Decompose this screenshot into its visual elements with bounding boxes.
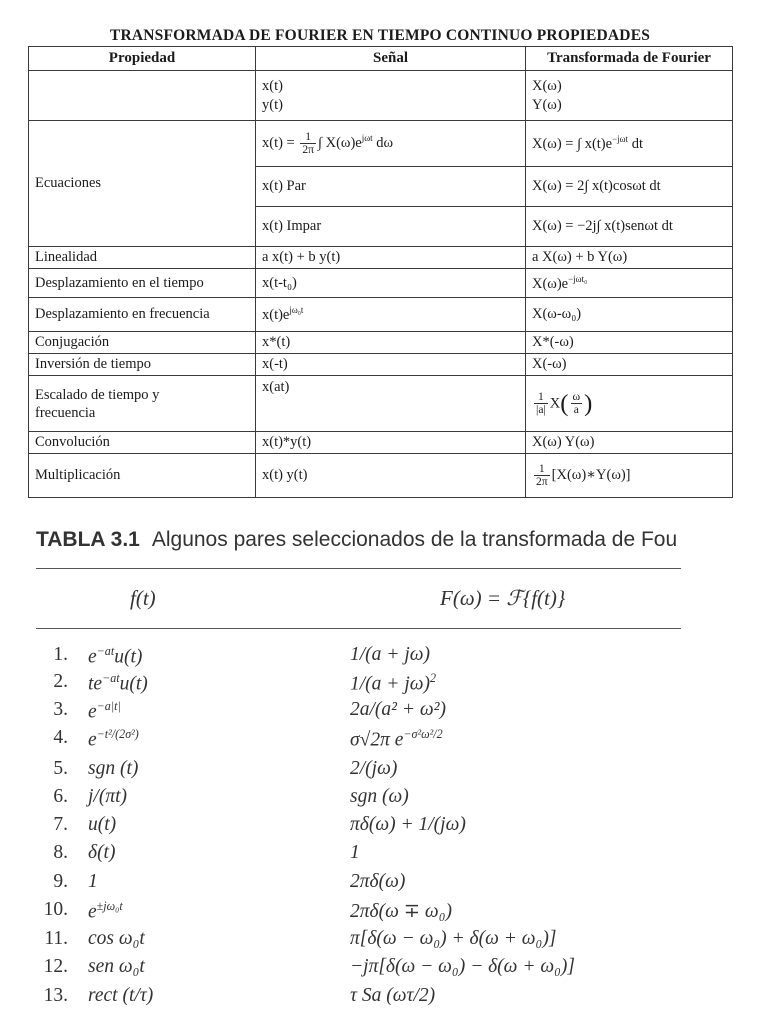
pair-ft-tail: u(t) (119, 673, 148, 695)
row-escalado (29, 376, 733, 432)
pair-number: 1. (53, 644, 68, 665)
pair-row (0, 842, 768, 870)
row-conjugacion (29, 332, 733, 354)
scale-x: X (549, 394, 561, 411)
inverse-frac-num: 1 (300, 131, 316, 144)
property-linealidad: Linealidad (29, 247, 256, 269)
pair-row (0, 699, 768, 727)
transform-escalado: $\frac{1}{|a|}$ X( $\frac{\omega}{a}$ ) (526, 376, 733, 432)
pair-ft-main: e (88, 729, 97, 751)
pair-ft-main: te (88, 673, 103, 695)
table1-title: TRANSFORMADA DE FOURIER EN TIEMPO CONTINUO PROPIEDADES (109, 27, 651, 44)
transform-par: X(ω) = 2∫ x(t)cosωt dt (526, 167, 733, 207)
scale-frac-num: 1 (534, 391, 548, 404)
row-multiplicacion (29, 454, 733, 498)
row-linealidad (29, 247, 733, 269)
pair-number: 12. (43, 956, 68, 977)
pair-ft-tail: u(t) (114, 646, 143, 668)
pair-number: 9. (53, 871, 68, 892)
pair-ft: rect (t/τ) (88, 985, 154, 1006)
pair-fw-main: 1/(a + jω) (350, 673, 430, 695)
pair-fw: 1 (350, 842, 360, 863)
pair-row (0, 758, 768, 786)
pair-number: 8. (53, 842, 68, 863)
transform-dt-main: X(ω)e (532, 275, 569, 292)
pair-row (0, 928, 768, 956)
row-desplazamiento-tiempo (29, 269, 733, 298)
pair-row (0, 644, 768, 672)
pair-row (0, 956, 768, 984)
pair-number: 4. (53, 727, 68, 748)
forward-main: X(ω) = ∫ x(t)e (532, 135, 613, 152)
inverse-end: dω (372, 134, 394, 151)
signal-y: y(t) (262, 96, 283, 113)
signal-impar: x(t) Impar (256, 207, 526, 247)
pair-fw-sup: 2 (430, 671, 437, 685)
inverse-exp: jωt (361, 133, 373, 143)
inverse-frac-den: 2π (302, 143, 315, 156)
transform-desplazamiento-tiempo (526, 269, 733, 298)
transform-x: X(ω) (532, 77, 562, 94)
header-propiedad: Propiedad (29, 47, 256, 71)
pair-fw: τ Sa (ωτ/2) (350, 985, 436, 1006)
mult-frac-den: 2π (536, 475, 548, 488)
inverse-fraction (300, 131, 316, 156)
transform-desplazamiento-frecuencia: X(ω-ω₀) (526, 298, 733, 332)
pair-row (0, 871, 768, 899)
pair-row (0, 899, 768, 927)
row-desplazamiento-frecuencia (29, 298, 733, 332)
property-escalado-text: Escalado de tiempo y frecuencia (35, 386, 160, 421)
signal-escalado: x(at) (256, 376, 526, 432)
pair-fw: 2πδ(ω ∓ ω₀) (350, 901, 452, 922)
pair-ft: sgn (t) (88, 758, 139, 779)
pair-number: 11. (44, 928, 68, 949)
transform-cell (526, 71, 733, 121)
signal-inversion: x(-t) (256, 354, 526, 376)
pair-ft: u(t) (88, 814, 117, 835)
eq-inverse-row (29, 121, 733, 167)
row-convolucion (29, 432, 733, 454)
pair-ft-main: e (88, 901, 97, 923)
inverse-rhs: ∫ X(ω)e (318, 134, 362, 151)
pair-row (0, 671, 768, 699)
pair-fw-sup: −σ²ω²/2 (403, 727, 443, 741)
header-transformada: Transformada de Fourier (526, 47, 733, 71)
table2-title: Algunos pares seleccionados de la transformada de Fou (151, 528, 678, 551)
mult-fraction (534, 463, 550, 488)
pair-ft: cos ω₀t (88, 928, 145, 949)
pair-fw (350, 671, 436, 696)
pair-ft-sup: −at (102, 671, 120, 685)
scale-arg-fraction (571, 391, 583, 416)
pair-fw-main: σ√2π e (350, 729, 404, 751)
pair-ft (88, 699, 121, 724)
table2-header-ft: f(t) (130, 586, 156, 610)
forward-exp: −jωt (612, 134, 629, 145)
table2-label: TABLA 3.1 (36, 528, 140, 551)
pair-ft: sen ω₀t (88, 956, 145, 977)
header-senal: Señal (256, 47, 526, 71)
inverse-lhs: x(t) = (262, 134, 295, 151)
pair-row (0, 985, 768, 1013)
scale-fraction (534, 391, 548, 416)
property-convolucion: Convolución (29, 432, 256, 454)
pair-row (0, 786, 768, 814)
pair-ft (88, 671, 148, 696)
property-desplazamiento-tiempo: Desplazamiento en el tiempo (29, 269, 256, 298)
mult-frac-num: 1 (534, 463, 550, 476)
pair-ft-sup: ±jω₀t (96, 899, 123, 913)
pair-row (0, 814, 768, 842)
property-escalado (29, 376, 256, 432)
forward-fourier-formula (526, 121, 733, 167)
pair-ft (88, 644, 142, 669)
signal-multiplicacion: x(t) y(t) (256, 454, 526, 498)
pair-fw: sgn (ω) (350, 786, 409, 807)
transform-linealidad: a X(ω) + b Y(ω) (526, 247, 733, 269)
signal-linealidad: a x(t) + b y(t) (256, 247, 526, 269)
property-conjugacion: Conjugación (29, 332, 256, 354)
pair-number: 3. (53, 699, 68, 720)
pair-ft-sup: −at (96, 644, 115, 658)
pair-ft (88, 727, 139, 752)
pair-fw: −jπ[δ(ω − ω₀) − δ(ω + ω₀)] (350, 956, 575, 977)
mult-main: [X(ω)∗Y(ω)] (551, 466, 631, 483)
signal-desplazamiento-frecuencia (256, 298, 526, 332)
signal-par: x(t) Par (256, 167, 526, 207)
signal-df-main: x(t)e (262, 306, 290, 323)
inverse-fourier-formula (256, 121, 526, 167)
signal-convolucion: x(t)*y(t) (256, 432, 526, 454)
pair-number: 7. (53, 814, 68, 835)
signals-row (29, 71, 733, 121)
pair-row (0, 727, 768, 755)
pair-ft-sup: −t²/(2σ²) (96, 727, 139, 741)
pair-ft-main: e (88, 701, 97, 723)
pair-fw: πδ(ω) + 1/(jω) (350, 814, 466, 835)
transform-dt-exp: −jωt₀ (568, 273, 588, 284)
property-inversion: Inversión de tiempo (29, 354, 256, 376)
signal-cell (256, 71, 526, 121)
pair-number: 13. (43, 985, 68, 1006)
signal-x: x(t) (262, 77, 283, 94)
table2-caption (36, 528, 677, 552)
table2-header-rule (36, 628, 681, 629)
property-desplazamiento-frecuencia: Desplazamiento en frecuencia (29, 298, 256, 332)
pair-ft: j/(πt) (88, 786, 128, 807)
table2-top-rule (36, 568, 681, 569)
pair-ft (88, 899, 123, 924)
transform-multiplicacion (526, 454, 733, 498)
pair-ft-main: e (88, 646, 97, 668)
transform-conjugacion: X*(-ω) (526, 332, 733, 354)
signal-df-exp: jω₀t (289, 305, 304, 316)
pair-number: 10. (43, 899, 68, 920)
signal-desplazamiento-tiempo: x(t-t₀) (256, 269, 526, 298)
transform-impar: X(ω) = −2j∫ x(t)senωt dt (526, 207, 733, 247)
empty-property-cell (29, 71, 256, 121)
pair-fw: 1/(a + jω) (350, 644, 430, 665)
forward-end: dt (628, 135, 643, 152)
pair-fw: 2a/(a² + ω²) (350, 699, 447, 720)
pair-number: 5. (53, 758, 68, 779)
transform-inversion: X(-ω) (526, 354, 733, 376)
property-multiplicacion: Multiplicación (29, 454, 256, 498)
pair-ft: δ(t) (88, 842, 116, 863)
scale-arg-den: a (573, 403, 579, 416)
pair-ft: 1 (88, 871, 98, 892)
table2-header-fw: F(ω) = ℱ{f(t)} (440, 586, 566, 610)
pair-number: 6. (53, 786, 68, 807)
signal-conjugacion: x*(t) (256, 332, 526, 354)
pair-number: 2. (53, 671, 68, 692)
scale-arg-num: ω (572, 389, 581, 403)
pair-ft-sup: −a|t| (96, 699, 121, 713)
transform-y: Y(ω) (532, 96, 562, 113)
pair-fw: 2πδ(ω) (350, 871, 406, 892)
properties-header-row (29, 47, 733, 71)
transform-convolucion: X(ω) Y(ω) (526, 432, 733, 454)
pair-fw: π[δ(ω − ω₀) + δ(ω + ω₀)] (350, 928, 557, 949)
properties-table (28, 46, 733, 498)
row-inversion (29, 354, 733, 376)
scale-frac-den: |a| (536, 403, 546, 416)
pair-fw: 2/(jω) (350, 758, 398, 779)
pair-fw (350, 727, 443, 752)
property-ecuaciones: Ecuaciones (29, 121, 256, 247)
